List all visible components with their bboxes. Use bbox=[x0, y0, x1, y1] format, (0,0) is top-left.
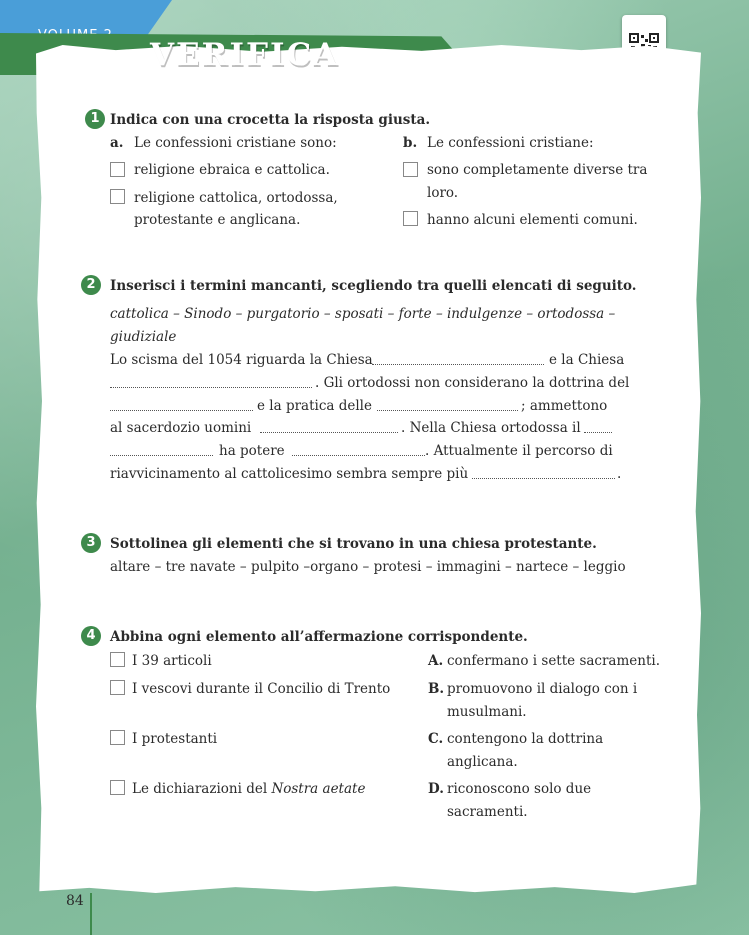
exercise-1b-option-1-checkbox[interactable] bbox=[403, 162, 418, 177]
exercise-1a-letter: a. bbox=[110, 135, 124, 151]
exercise-1a-question: Le confessioni cristiane sono: bbox=[134, 135, 337, 151]
page-number-divider bbox=[90, 893, 92, 935]
exercise-3-instruction: Sottolinea gli elementi che si trovano in una chiesa protestante. bbox=[110, 536, 597, 552]
exercise-2-terms-line-2: giudiziale bbox=[110, 329, 177, 345]
exercise-2-blank-1[interactable] bbox=[372, 364, 544, 365]
exercise-1b-option-1-line-2: loro. bbox=[427, 185, 459, 201]
exercise-4-left-1-checkbox[interactable] bbox=[110, 652, 125, 667]
exercise-1a-option-2-checkbox[interactable] bbox=[110, 189, 125, 204]
exercise-2-text: . Attualmente il percorso di bbox=[425, 443, 613, 459]
exercise-2-blank-2[interactable] bbox=[110, 387, 312, 388]
exercise-1b-question: Le confessioni cristiane: bbox=[427, 135, 594, 151]
exercise-2-text: e la Chiesa bbox=[549, 352, 625, 368]
page-number: 84 bbox=[66, 893, 84, 909]
exercise-1-instruction: Indica con una crocetta la risposta giusta. bbox=[110, 112, 431, 128]
exercise-1-number: 1 bbox=[85, 109, 105, 129]
exercise-2-text: . Gli ortodossi non considerano la dottrina del bbox=[315, 375, 630, 391]
exercise-3-words[interactable]: altare – tre navate – pulpito –organo – protesi – immagini – nartece – leggio bbox=[110, 559, 626, 575]
exercise-4-right-b-letter: B. bbox=[428, 681, 445, 697]
exercise-4-left-2-checkbox[interactable] bbox=[110, 680, 125, 695]
exercise-4-left-2: I vescovi durante il Concilio di Trento bbox=[132, 681, 391, 697]
exercise-2-blank-3[interactable] bbox=[110, 410, 253, 411]
exercise-2-text: e la pratica delle bbox=[257, 398, 372, 414]
exercise-2-number: 2 bbox=[81, 275, 101, 295]
exercise-4-left-4 bbox=[132, 781, 365, 797]
exercise-4-left-1: I 39 articoli bbox=[132, 653, 212, 669]
exercise-4-right-c-line-1: contengono la dottrina bbox=[447, 731, 604, 747]
exercise-2-text: ha potere bbox=[219, 443, 285, 459]
exercise-1a-option-1: religione ebraica e cattolica. bbox=[134, 162, 330, 178]
exercise-2-blank-4[interactable] bbox=[377, 410, 518, 411]
exercise-4-left-4-checkbox[interactable] bbox=[110, 780, 125, 795]
exercise-2-blank-7[interactable] bbox=[292, 455, 425, 456]
exercise-4-right-d-line-2: sacramenti. bbox=[447, 804, 528, 820]
exercise-4-right-c-letter: C. bbox=[428, 731, 444, 747]
exercise-2-instruction: Inserisci i termini mancanti, scegliendo tra quelli elencati di seguito. bbox=[110, 278, 637, 294]
exercise-3-number: 3 bbox=[81, 533, 101, 553]
exercise-2-blank-6-continued[interactable] bbox=[110, 455, 213, 456]
exercise-4-right-c-line-2: anglicana. bbox=[447, 754, 518, 770]
exercise-2-text: . Nella Chiesa ortodossa il bbox=[401, 420, 581, 436]
exercise-4-left-4-italic: Nostra aetate bbox=[271, 781, 366, 797]
exercise-2-terms-line-1: cattolica – Sinodo – purgatorio – sposati – forte – indulgenze – ortodossa – bbox=[110, 306, 616, 322]
exercise-2-text: ; ammettono bbox=[521, 398, 608, 414]
exercise-1b-letter: b. bbox=[403, 135, 418, 151]
exercise-2-blank-5[interactable] bbox=[260, 432, 398, 433]
exercise-4-right-b-line-2: musulmani. bbox=[447, 704, 527, 720]
exercise-2-text: . bbox=[617, 466, 622, 482]
exercise-4-left-3: I protestanti bbox=[132, 731, 218, 747]
exercise-4-right-a: confermano i sette sacramenti. bbox=[447, 653, 661, 669]
exercise-4-right-a-letter: A. bbox=[428, 653, 444, 669]
exercise-4-left-3-checkbox[interactable] bbox=[110, 730, 125, 745]
exercise-2-blank-6[interactable] bbox=[584, 432, 612, 433]
exercise-4-left-4-text: Le dichiarazioni del bbox=[132, 781, 268, 797]
exercise-2-blank-8[interactable] bbox=[472, 478, 615, 479]
exercise-2-text: Lo scisma del 1054 riguarda la Chiesa bbox=[110, 352, 373, 368]
page-title: VERIFICA bbox=[150, 37, 340, 73]
exercise-1b-option-1-line-1: sono completamente diverse tra bbox=[427, 162, 648, 178]
exercise-4-instruction: Abbina ogni elemento all’affermazione corrispondente. bbox=[110, 629, 528, 645]
exercise-4-right-b-line-1: promuovono il dialogo con i bbox=[447, 681, 638, 697]
exercise-1a-option-2-line-2: protestante e anglicana. bbox=[134, 212, 301, 228]
exercise-2-text: riavvicinamento al cattolicesimo sembra sempre più bbox=[110, 466, 469, 482]
exercise-1a-option-2-line-1: religione cattolica, ortodossa, bbox=[134, 190, 338, 206]
exercise-4-right-d-line-1: riconoscono solo due bbox=[447, 781, 592, 797]
exercise-1b-option-2-checkbox[interactable] bbox=[403, 211, 418, 226]
exercise-4-number: 4 bbox=[81, 626, 101, 646]
exercise-4-right-d-letter: D. bbox=[428, 781, 444, 797]
exercise-1a-option-1-checkbox[interactable] bbox=[110, 162, 125, 177]
exercise-2-text: al sacerdozio uomini bbox=[110, 420, 252, 436]
exercise-1b-option-2: hanno alcuni elementi comuni. bbox=[427, 212, 638, 228]
